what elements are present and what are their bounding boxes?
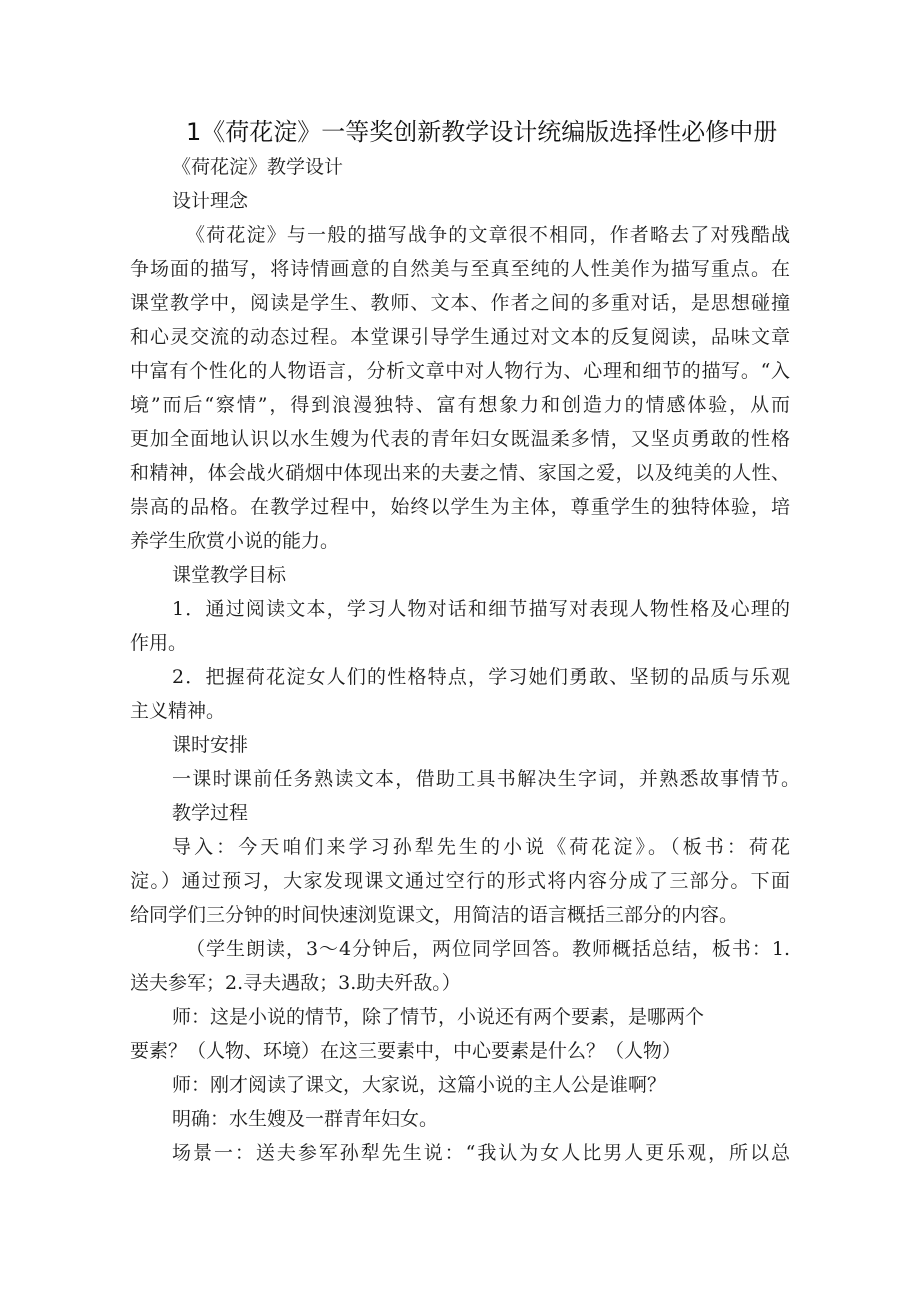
design-paragraph-line-6: 境”而后“察情”，得到浪漫独特、富有想象力和创造力的情感体验，从而 bbox=[130, 394, 790, 416]
design-paragraph-line-10: 养学生欣赏小说的能力。 bbox=[130, 530, 340, 552]
document-title: 1《荷花淀》一等奖创新教学设计统编版选择性必修中册 bbox=[186, 118, 778, 146]
clarification: 明确：水生嫂及一群青年妇女。 bbox=[172, 1108, 439, 1130]
intro-line-1: 导入：今天咱们来学习孙犁先生的小说《荷花淀》。（板书：荷花 bbox=[172, 836, 790, 858]
goal-1-line-1: 1．通过阅读文本，学习人物对话和细节描写对表现人物性格及心理的 bbox=[172, 598, 790, 620]
teacher-question-2: 师：刚才阅读了课文，大家说，这篇小说的主人公是谁啊？ bbox=[172, 1074, 667, 1096]
scene-1-line: 场景一：送夫参军孙犁先生说：“我认为女人比男人更乐观，所以总 bbox=[172, 1142, 790, 1164]
section-heading-schedule: 课时安排 bbox=[172, 734, 249, 756]
design-paragraph-line-8: 和精神，体会战火硝烟中体现出来的夫妻之情、家国之爱，以及纯美的人性、 bbox=[130, 462, 790, 484]
section-heading-design: 设计理念 bbox=[172, 190, 249, 212]
goal-2-line-2: 主义精神。 bbox=[130, 700, 226, 722]
intro-line-3: 给同学们三分钟的时间快速浏览课文，用简洁的语言概括三部分的内容。 bbox=[130, 904, 739, 926]
reading-note-line-1: （学生朗读，3～4分钟后，两位同学回答。教师概括总结，板书：1. bbox=[186, 938, 790, 960]
teacher-question-1-line-2: 要素？（人物、环境）在这三要素中，中心要素是什么？（人物） bbox=[130, 1040, 682, 1062]
design-paragraph-line-2: 争场面的描写，将诗情画意的自然美与至真至纯的人性美作为描写重点。在 bbox=[130, 258, 790, 280]
schedule-text: 一课时课前任务熟读文本，借助工具书解决生字词，并熟悉故事情节。 bbox=[172, 768, 800, 790]
design-paragraph-line-3: 课堂教学中，阅读是学生、教师、文本、作者之间的多重对话，是思想碰撞 bbox=[130, 292, 790, 314]
design-paragraph-line-1: 《荷花淀》与一般的描写战争的文章很不相同，作者略去了对残酷战 bbox=[186, 224, 790, 246]
design-paragraph-line-7: 更加全面地认识以水生嫂为代表的青年妇女既温柔多情，又坚贞勇敢的性格 bbox=[130, 428, 790, 450]
section-heading-goals: 课堂教学目标 bbox=[172, 564, 287, 586]
reading-note-line-2: 送夫参军；2.寻夫遇敌；3.助夫歼敌。） bbox=[130, 972, 461, 994]
design-paragraph-line-4: 和心灵交流的动态过程。本堂课引导学生通过对文本的反复阅读，品味文章 bbox=[130, 326, 790, 348]
goal-1-line-2: 作用。 bbox=[130, 632, 188, 654]
design-paragraph-line-9: 崇高的品格。在教学过程中，始终以学生为主体，尊重学生的独特体验，培 bbox=[130, 496, 790, 518]
intro-line-2: 淀。）通过预习，大家发现课文通过空行的形式将内容分成了三部分。下面 bbox=[130, 870, 790, 892]
subtitle: 《荷花淀》教学设计 bbox=[172, 156, 344, 178]
goal-2-line-1: 2．把握荷花淀女人们的性格特点，学习她们勇敢、坚韧的品质与乐观 bbox=[172, 666, 790, 688]
section-heading-process: 教学过程 bbox=[172, 802, 249, 824]
teacher-question-1-line-1: 师：这是小说的情节，除了情节，小说还有两个要素，是哪两个 bbox=[172, 1006, 705, 1028]
design-paragraph-line-5: 中富有个性化的人物语言，分析文章中对人物行为、心理和细节的描写。“入 bbox=[130, 360, 790, 382]
